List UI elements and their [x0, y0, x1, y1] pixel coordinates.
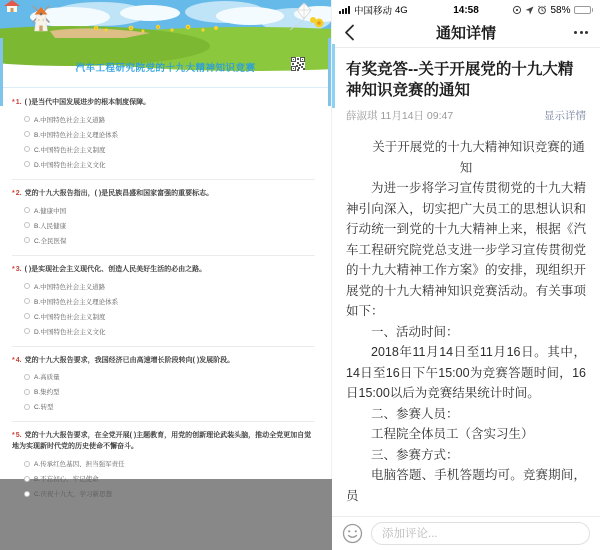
back-icon[interactable]: [344, 24, 355, 41]
author-name: 薛淑琪: [346, 110, 378, 122]
notice-heading: 关于开展党的十九大精神知识竞赛的通知: [372, 140, 585, 175]
radio-icon[interactable]: [24, 116, 30, 122]
question-number: 4.: [15, 356, 22, 364]
show-detail-link[interactable]: 显示详情: [544, 110, 586, 122]
status-bar: [332, 0, 600, 18]
option-label: C.中国特色社会主义制度: [34, 146, 106, 154]
option-label: B.不忘初心、牢记使命: [34, 476, 99, 484]
option-label: A.高质量: [34, 374, 60, 382]
question-list: [0, 88, 331, 498]
page-edge: [332, 44, 335, 108]
option-label: B.中国特色社会主义理论体系: [34, 131, 119, 139]
radio-icon[interactable]: [24, 328, 30, 334]
radio-icon[interactable]: [24, 298, 30, 304]
question-3: [12, 265, 317, 347]
required-asterisk: *: [12, 265, 15, 273]
question-5: [12, 431, 317, 498]
option-label: A.中国特色社会主义道路: [34, 283, 106, 291]
question-text: 党的十九大报告要求，在全党开展( )主题教育，用党的创新理论武装头脑，推动全党更加自觉地为实现新时代党的历史使命不懈奋斗。: [12, 432, 312, 451]
network-label: 4G: [395, 4, 408, 16]
answer-option[interactable]: [24, 489, 317, 498]
option-label: B.集约型: [34, 389, 60, 397]
radio-icon[interactable]: [24, 146, 30, 152]
more-icon[interactable]: [574, 31, 588, 34]
smiley-icon[interactable]: [342, 523, 363, 544]
radio-icon[interactable]: [24, 313, 30, 319]
radio-icon[interactable]: [24, 461, 30, 467]
divider: [12, 255, 315, 256]
notification-page: [331, 0, 600, 503]
option-label: A.传承红色基因、担当强军责任: [34, 461, 125, 469]
option-label: A.中国特色社会主义道路: [34, 116, 106, 124]
notice-paragraph: 2018年11月14日至11月16日。其中，14日至16日下午15:00为竞赛答题时间，16日15:00以后为竞赛结果统计时间。: [346, 345, 586, 400]
answer-option[interactable]: [24, 387, 317, 396]
radio-icon[interactable]: [24, 404, 30, 410]
notice-content[interactable]: [332, 48, 600, 516]
divider: [12, 179, 315, 180]
page-title: 通知详情: [435, 25, 497, 42]
qr-code-icon[interactable]: [291, 57, 305, 71]
option-label: B.人民健康: [34, 222, 67, 230]
notice-paragraph: 为进一步将学习宣传贯彻党的十九大精神引向深入，切实把广大员工的思想认识和行动统一到党的十九大精神上来，根据《汽车工程研究院党总支进一步学习宣传贯彻党的十九大精神工作方案》的安排，现组织开展党的十九大精神知识竞赛活动。有关事项如下：: [346, 181, 586, 318]
answer-option[interactable]: [24, 145, 317, 154]
answer-option[interactable]: [24, 372, 317, 381]
page-edge: [0, 38, 3, 106]
notice-paragraph: 工程院全体员工（含实习生）: [371, 427, 534, 441]
question-number: 3.: [15, 265, 22, 273]
notice-datetime: 11月14日 09:47: [380, 110, 454, 122]
answer-option[interactable]: [24, 221, 317, 230]
question-text: 党的十九大报告指出，( )是民族昌盛和国家富强的重要标志。: [24, 189, 214, 197]
notice-paragraph: 电脑答题、手机答题均可。竞赛期间，员: [346, 468, 586, 503]
required-asterisk: *: [12, 432, 15, 440]
question-text: 党的十九大报告要求，我国经济已由高速增长阶段转向( )发展阶段。: [24, 356, 235, 364]
option-label: D.中国特色社会主义文化: [34, 161, 106, 169]
nav-bar: [332, 18, 600, 48]
question-2: [12, 189, 317, 256]
notice-paragraph: 三、参赛方式：: [371, 447, 459, 462]
option-label: C.庆祝十九大，学习新思想: [34, 491, 112, 499]
battery-icon: [574, 6, 594, 15]
answer-option[interactable]: [24, 459, 317, 468]
radio-icon[interactable]: [24, 207, 30, 213]
option-label: B.中国特色社会主义理论体系: [34, 298, 119, 306]
notice-paragraph: 二、参赛人员：: [371, 406, 459, 421]
radio-icon[interactable]: [24, 476, 30, 482]
question-text: ( )是实现社会主义现代化、创造人民美好生活的必由之路。: [24, 265, 207, 273]
radio-icon[interactable]: [24, 283, 30, 289]
orientation-lock-icon: [512, 5, 522, 15]
option-label: A.健康中国: [34, 207, 67, 215]
radio-icon[interactable]: [24, 389, 30, 395]
divider: [12, 421, 315, 422]
radio-icon[interactable]: [24, 237, 30, 243]
required-asterisk: *: [12, 356, 15, 364]
banner-illustration: [0, 0, 331, 38]
comment-input[interactable]: [371, 522, 590, 545]
answer-option[interactable]: [24, 115, 317, 124]
quiz-title: 汽车工程研究院党的十九大精神知识竞赛: [75, 63, 256, 74]
answer-option[interactable]: [24, 474, 317, 483]
answer-option[interactable]: [24, 297, 317, 306]
page-edge: [328, 38, 331, 106]
question-number: 1.: [15, 99, 22, 106]
status-time: 14:58: [453, 4, 479, 16]
option-label: C.转型: [34, 404, 54, 412]
answer-option[interactable]: [24, 327, 317, 336]
question-number: 5.: [15, 432, 22, 440]
radio-icon[interactable]: [24, 222, 30, 228]
notice-title: 有奖竞答--关于开展党的十九大精神知识竞赛的通知: [346, 61, 574, 99]
carrier-label: 中国移动: [354, 6, 393, 17]
required-asterisk: *: [12, 99, 15, 106]
answer-option[interactable]: [24, 312, 317, 321]
option-label: C.中国特色社会主义制度: [34, 313, 106, 321]
required-asterisk: *: [12, 189, 15, 197]
question-1: [12, 98, 317, 180]
question-4: [12, 356, 317, 423]
notice-paragraph: 一、活动时间：: [371, 324, 459, 339]
quiz-header: [0, 38, 331, 88]
answer-option[interactable]: [24, 236, 317, 245]
answer-option[interactable]: [24, 402, 317, 411]
option-label: C.全民医保: [34, 237, 67, 245]
divider: [12, 346, 315, 347]
answer-option[interactable]: [24, 160, 317, 169]
alarm-icon: [537, 5, 547, 15]
answer-option[interactable]: [24, 282, 317, 291]
option-label: D.中国特色社会主义文化: [34, 328, 106, 336]
radio-icon[interactable]: [24, 491, 30, 497]
question-text: ( )是当代中国发展进步的根本制度保障。: [24, 99, 151, 106]
answer-option[interactable]: [24, 130, 317, 139]
radio-icon[interactable]: [24, 131, 30, 137]
radio-icon[interactable]: [24, 374, 30, 380]
radio-icon[interactable]: [24, 161, 30, 167]
signal-bars-icon: [339, 6, 350, 14]
answer-option[interactable]: [24, 206, 317, 215]
battery-percent: 58%: [550, 4, 571, 16]
comment-bar: [332, 516, 600, 550]
question-number: 2.: [15, 189, 22, 197]
location-arrow-icon: [525, 6, 534, 15]
